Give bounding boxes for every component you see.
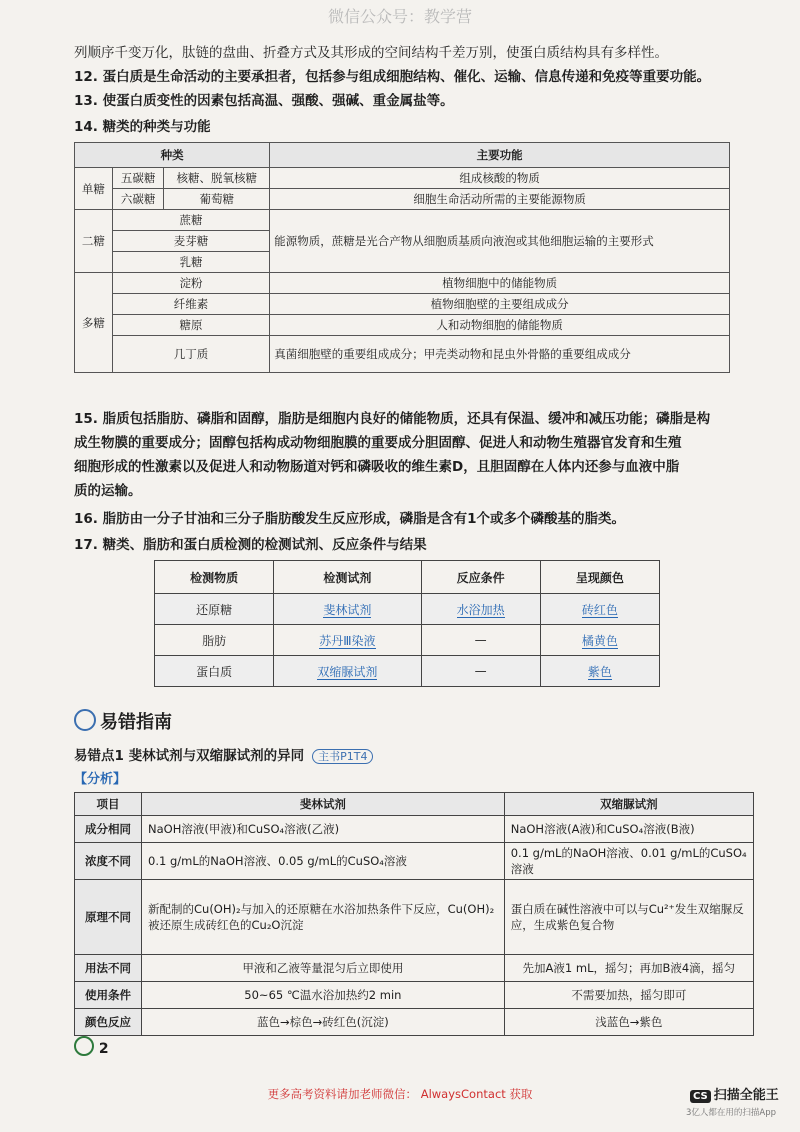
- cell: 还原糖: [155, 594, 274, 625]
- cell: 几丁质: [112, 336, 269, 373]
- cell: NaOH溶液(A液)和CuSO₄溶液(B液): [504, 816, 753, 843]
- header: 斐林试剂: [142, 793, 505, 816]
- cell: 斐林试剂: [274, 594, 421, 625]
- cell: 能源物质，蔗糖是光合产物从细胞质基质向液泡或其他细胞运输的主要形式: [270, 210, 730, 273]
- cell: 0.1 g/mL的NaOH溶液、0.05 g/mL的CuSO₄溶液: [142, 843, 505, 880]
- row-label: 颜色反应: [75, 1009, 142, 1036]
- cell: 植物细胞壁的主要组成成分: [270, 294, 730, 315]
- page-badge-icon: [74, 1036, 94, 1056]
- table-row: [155, 625, 660, 656]
- item-13: 13. 使蛋白质变性的因素包括高温、强酸、强碱、重金属盐等。: [74, 93, 454, 109]
- cell: 细胞生命活动所需的主要能源物质: [270, 189, 730, 210]
- analysis-label: 【分析】: [74, 772, 127, 787]
- cell: 真菌细胞壁的重要组成成分；甲壳类动物和昆虫外骨骼的重要组成成分: [270, 336, 730, 373]
- row-label: 原理不同: [75, 880, 142, 955]
- cell: 人和动物细胞的储能物质: [270, 315, 730, 336]
- header: 双缩脲试剂: [504, 793, 753, 816]
- item-15-cont: 质的运输。: [74, 483, 142, 499]
- cell: 麦芽糖: [112, 231, 269, 252]
- cell: 0.1 g/mL的NaOH溶液、0.01 g/mL的CuSO₄溶液: [504, 843, 753, 880]
- cell: 糖原: [112, 315, 269, 336]
- cell: 新配制的Cu(OH)₂与加入的还原糖在水浴加热条件下反应，Cu(OH)₂被还原生成砖红色的Cu₂O沉淀: [142, 880, 505, 955]
- cell: 蔗糖: [112, 210, 269, 231]
- row-label: 用法不同: [75, 955, 142, 982]
- cell: 二糖: [75, 210, 113, 273]
- cell: 不需要加热，摇匀即可: [504, 982, 753, 1009]
- item-14: 14. 糖类的种类与功能: [74, 119, 211, 135]
- cell: 蓝色→棕色→砖红色(沉淀): [142, 1009, 505, 1036]
- sugar-table: [74, 142, 730, 373]
- mistake-point: 易错点1 斐林试剂与双缩脲试剂的异同 主书P1T4: [74, 744, 373, 764]
- scanner-slogan: 3亿人都在用的扫描App: [686, 1108, 777, 1118]
- header: 反应条件: [421, 561, 540, 594]
- cell: 砖红色: [540, 594, 659, 625]
- cell: 五碳糖: [112, 168, 163, 189]
- cell: 植物细胞中的储能物质: [270, 273, 730, 294]
- cell: 50~65 ℃温水浴加热约2 min: [142, 982, 505, 1009]
- scanner-brand: CS 扫描全能王: [690, 1084, 779, 1103]
- page-number: 2: [74, 1036, 109, 1057]
- row-label: 使用条件: [75, 982, 142, 1009]
- cell: 浅蓝色→紫色: [504, 1009, 753, 1036]
- text-line: 列顺序千变万化，肽链的盘曲、折叠方式及其形成的空间结构千差万别，使蛋白质结构具有多样性。: [74, 45, 668, 61]
- cell: 脂肪: [155, 625, 274, 656]
- header: 检测试剂: [274, 561, 421, 594]
- item-15-cont: 细胞形成的性激素以及促进人和动物肠道对钙和磷吸收的维生素D，且胆固醇在人体内还参与血液中脂: [74, 459, 680, 475]
- item-17: 17. 糖类、脂肪和蛋白质检测的检测试剂、反应条件与结果: [74, 537, 427, 553]
- footer-note: 更多高考资料请加老师微信： AlwaysContact 获取: [267, 1087, 533, 1101]
- cell: 葡萄糖: [164, 189, 270, 210]
- item-16: 16. 脂肪由一分子甘油和三分子脂肪酸发生反应形成，磷脂是含有1个或多个磷酸基的脂类。: [74, 511, 626, 527]
- cell: 紫色: [540, 656, 659, 687]
- cell: 蛋白质在碱性溶液中可以与Cu²⁺发生双缩脲反应，生成紫色复合物: [504, 880, 753, 955]
- cell: —: [421, 656, 540, 687]
- cell: 先加A液1 mL，摇匀；再加B液4滴，摇匀: [504, 955, 753, 982]
- item-12: 12. 蛋白质是生命活动的主要承担者，包括参与组成细胞结构、催化、运输、信息传递和免疫等重要功能。: [74, 69, 711, 85]
- cell: 淀粉: [112, 273, 269, 294]
- cell: 核糖、脱氧核糖: [164, 168, 270, 189]
- header: 检测物质: [155, 561, 274, 594]
- table-row: [155, 594, 660, 625]
- cell: —: [421, 625, 540, 656]
- cell: 甲液和乙液等量混匀后立即使用: [142, 955, 505, 982]
- cell: 水浴加热: [421, 594, 540, 625]
- header: 项目: [75, 793, 142, 816]
- cell: 苏丹Ⅲ染液: [274, 625, 421, 656]
- cell: 橘黄色: [540, 625, 659, 656]
- row-label: 成分相同: [75, 816, 142, 843]
- cell: NaOH溶液(甲液)和CuSO₄溶液(乙液): [142, 816, 505, 843]
- watermark: 微信公众号：教学营: [327, 7, 472, 26]
- cell: 组成核酸的物质: [270, 168, 730, 189]
- section-title: 易错指南: [74, 708, 172, 734]
- header-function: 主要功能: [270, 143, 730, 168]
- cell: 蛋白质: [155, 656, 274, 687]
- cell: 乳糖: [112, 252, 269, 273]
- gear-icon: [74, 709, 96, 731]
- item-15-cont: 成生物膜的重要成分；固醇包括构成动物细胞膜的重要成分胆固醇、促进人和动物生殖器官发育和生殖: [74, 435, 682, 451]
- item-15: 15. 脂质包括脂肪、磷脂和固醇，脂肪是细胞内良好的储能物质，还具有保温、缓冲和减压功能；磷脂是构: [74, 411, 711, 427]
- header: 呈现颜色: [540, 561, 659, 594]
- row-label: 浓度不同: [75, 843, 142, 880]
- cell: 六碳糖: [112, 189, 163, 210]
- table-row: [155, 656, 660, 687]
- cs-logo-icon: CS: [690, 1090, 711, 1103]
- cell: 单糖: [75, 168, 113, 210]
- book-ref-tag: 主书P1T4: [312, 749, 373, 764]
- cell: 纤维素: [112, 294, 269, 315]
- detection-table: [154, 560, 660, 687]
- cell: 双缩脲试剂: [274, 656, 421, 687]
- header-kind: 种类: [75, 143, 270, 168]
- cell: 多糖: [75, 273, 113, 373]
- comparison-table: [74, 792, 754, 1036]
